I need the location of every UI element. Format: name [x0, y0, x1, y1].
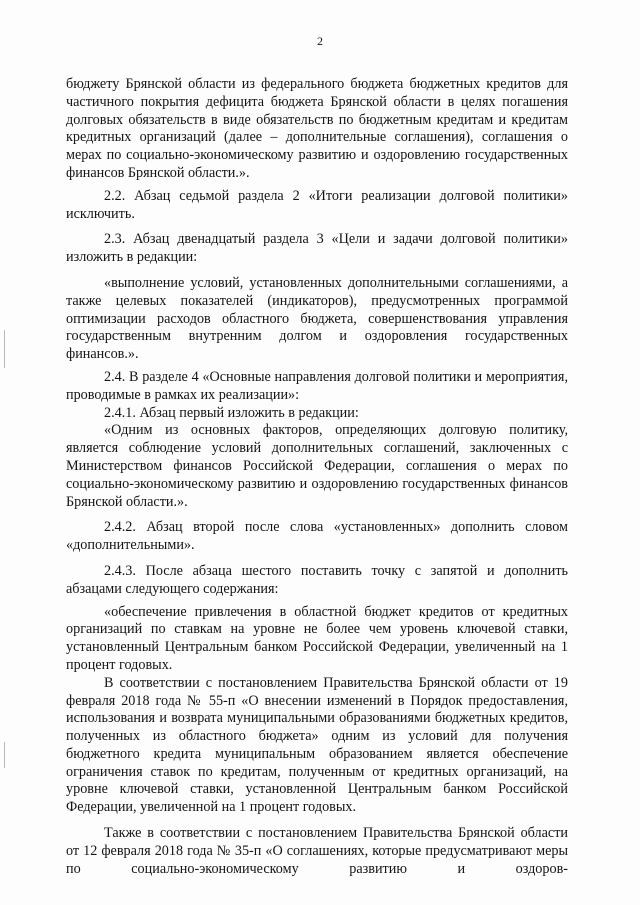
scan-artifact	[4, 742, 5, 768]
paragraph-2-4-2: 2.4.2. Абзац второй после слова «установленных» дополнить словом «дополнительными».	[66, 519, 568, 554]
paragraph-2-4-3-quote: «обеспечение привлечения в областной бюджет кредитов от кредитных организаций по ставкам на уровне не более чем уровень ключевой ставки, установленный Центральным банком Российской Федерации, увеличенный на 1 процент годовых.	[66, 603, 568, 673]
paragraph-2-4: 2.4. В разделе 4 «Основные направления долговой политики и мероприятия, проводимые в рамках их реализации»:	[66, 368, 568, 403]
paragraph-2-3-quote: «выполнение условий, установленных дополнительными соглашениями, а также целевых показателей (индикаторов), предусмотренных программой оптимизации расходов областного бюджета, совершенствования управления государственным внутренним долгом и оздоровления государственных финансов.».	[66, 274, 568, 363]
paragraph-decree-55: В соответствии с постановлением Правительства Брянской области от 19 февраля 2018 года № 55-п «О внесении изменений в Порядок предоставления, использования и возврата муниципальными образованиями бюджетных кредитов, полученных из областного бюджета» одним из условий для получения бюджетного кредита муниципальным образованием является обеспечение ограничения ставок по кредитам, полученным от кредитных организаций, на уровне ключевой ставки, установленной Центральным банком Российской Федерации, увеличенной на 1 процент годовых.	[66, 674, 568, 816]
document-body	[66, 76, 568, 878]
paragraph-2-3: 2.3. Абзац двенадцатый раздела 3 «Цели и задачи долговой политики» изложить в редакции:	[66, 231, 568, 266]
paragraph-2-4-1-quote: «Одним из основных факторов, определяющих долговую политику, является соблюдение условий дополнительных соглашений, заключенных с Министерством финансов Российской Федерации, соглашения о мерах по социально-экономическому развитию и оздоровлению государственных финансов Брянской области.».	[66, 422, 568, 510]
page-number: 2	[317, 34, 323, 48]
paragraph-budget-credits: бюджету Брянской области из федерального бюджета бюджетных кредитов для частичного покрытия дефицита бюджета Брянской области в целях погашения долговых обязательств в виде обязательств по бюджетным кредитам и кредитам кредитных организаций (далее – дополнительные соглашения), соглашения о мерах по социально-экономическому развитию и оздоровлению государственных финансов Брянской области.».	[66, 76, 568, 181]
paragraph-decree-35: Также в соответствии с постановлением Правительства Брянской области от 12 февраля 2018 года № 35-п «О соглашениях, которые предусматривают меры по социально-экономическому развитию и оздоров-	[66, 825, 568, 877]
scan-artifact	[4, 330, 5, 368]
paragraph-2-2: 2.2. Абзац седьмой раздела 2 «Итоги реализации долговой политики» исключить.	[66, 187, 568, 222]
paragraph-2-4-1: 2.4.1. Абзац первый изложить в редакции:	[104, 404, 359, 421]
paragraph-2-4-3: 2.4.3. После абзаца шестого поставить точку с запятой и дополнить абзацами следующего содержания:	[66, 562, 568, 597]
